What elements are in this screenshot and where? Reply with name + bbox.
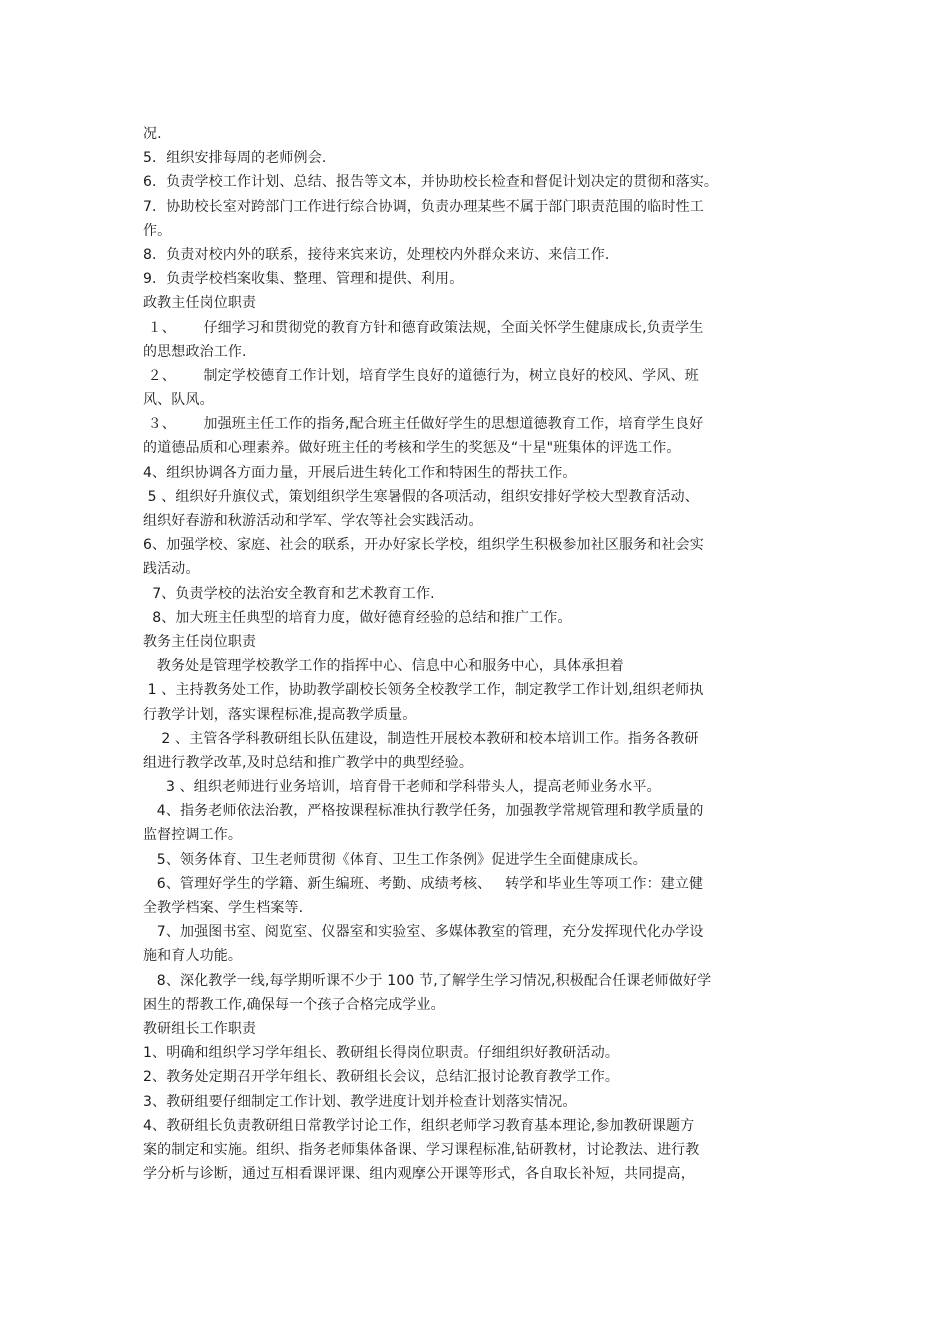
- section-heading: 政教主任岗位职责: [143, 295, 257, 312]
- text-line: 4、组织协调各方面力量，开展后进生转化工作和特困生的帮扶工作。: [143, 464, 577, 481]
- text-line: 践活动。: [143, 561, 200, 578]
- text-line: 8．负责对校内外的联系，接待来宾来访，处理校内外群众来访、来信工作.: [143, 246, 610, 263]
- text-line: 4、指务老师依法治教，严格按课程标准执行教学任务，加强教学常规管理和教学质量的: [143, 803, 704, 820]
- text-line: 6、加强学校、家庭、社会的联系，开办好家长学校，组织学生积极参加社区服务和社会实: [143, 537, 704, 554]
- text-line: 6．负责学校工作计划、总结、报告等文本，并协助校长检查和督促计划决定的贯彻和落实。: [143, 174, 719, 191]
- text-line: 监督控调工作。: [143, 827, 243, 844]
- text-line: 5 、组织好升旗仪式，策划组织学生寒暑假的各项活动，组织安排好学校大型教育活动、: [143, 488, 699, 505]
- text-line: 5．组织安排每周的老师例会.: [143, 150, 327, 167]
- section-heading: 教务主任岗位职责: [143, 633, 257, 650]
- text-line: 全教学档案、学生档案等.: [143, 900, 304, 916]
- text-line: ３、 加强班主任工作的指务,配合班主任做好学生的思想道德教育工作，培育学生良好: [143, 416, 704, 433]
- text-line: 困生的帮教工作,确保每一个孩子合格完成学业。: [143, 996, 445, 1013]
- text-line: 7、加强图书室、阅览室、仪器室和实验室、多媒体教室的管理，充分发挥现代化办学设: [143, 924, 704, 941]
- text-line: ２、 制定学校德育工作计划，培育学生良好的道德行为，树立良好的校风、学风、班: [143, 367, 699, 384]
- text-line: 5、领务体育、卫生老师贯彻《体育、卫生工作条例》促进学生全面健康成长。: [143, 851, 647, 868]
- text-line: 况.: [143, 126, 162, 142]
- text-line: 组织好春游和秋游活动和学军、学农等社会实践活动。: [143, 513, 483, 529]
- text-line: 8、深化教学一线,每学期听课不少于 100 节,了解学生学习情况,积极配合任课老师做好学: [143, 972, 712, 989]
- text-line: 作。: [143, 222, 172, 239]
- text-line: 学分析与诊断，通过互相看课评课、组内观摩公开课等形式，各自取长补短，共同提高，: [143, 1166, 695, 1183]
- text-line: 6、管理好学生的学籍、新生编班、考勤、成绩考核、 转学和毕业生等项工作：建立健: [143, 875, 704, 892]
- text-line: 3、教研组要仔细制定工作计划、教学进度计划并检查计划落实情况。: [143, 1093, 577, 1110]
- text-line: 3 、组织老师进行业务培训，培育骨干老师和学科带头人，提高老师业务水平。: [143, 779, 661, 796]
- text-line: 施和育人功能。: [143, 948, 243, 965]
- text-line: 组进行教学改革,及时总结和推广教学中的典型经验。: [143, 754, 474, 771]
- text-line: 2 、主管各学科教研组长队伍建设，制造性开展校本教研和校本培训工作。指务各教研: [143, 730, 699, 747]
- document-body: [143, 122, 823, 1186]
- text-line: 1 、主持教务处工作，协助教学副校长领务全校教学工作，制定教学工作计划,组织老师执: [143, 682, 704, 699]
- text-line: 9．负责学校档案收集、整理、管理和提供、利用。: [143, 271, 464, 288]
- text-line: 2、教务处定期召开学年组长、教研组长会议，总结汇报讨论教育教学工作。: [143, 1069, 620, 1086]
- text-line: 4、教研组长负责教研组日常教学讨论工作，组织老师学习教育基本理论,参加教研课题方: [143, 1117, 695, 1134]
- text-line: 7．协助校长室对跨部门工作进行综合协调，负责办理某些不属于部门职责范围的临时性工: [143, 198, 704, 215]
- text-line: 8、加大班主任典型的培育力度，做好德育经验的总结和推广工作。: [143, 609, 572, 626]
- text-line: １、 仔细学习和贯彻党的教育方针和德育政策法规，全面关怀学生健康成长,负责学生: [143, 319, 704, 336]
- text-line: 案的制定和实施。组织、指务老师集体备课、学习课程标准,钻研教材，讨论教法、进行教: [143, 1141, 700, 1158]
- text-line: 行教学计划，落实课程标准,提高教学质量。: [143, 706, 417, 723]
- section-heading: 教研组长工作职责: [143, 1020, 257, 1037]
- text-line: 的道德品质和心理素养。做好班主任的考核和学生的奖惩及“十星"班集体的评选工作。: [143, 440, 681, 457]
- text-line: 1、明确和组织学习学年组长、教研组长得岗位职责。仔细组织好教研活动。: [143, 1045, 620, 1062]
- text-line: 教务处是管理学校教学工作的指挥中心、信息中心和服务中心，具体承担着: [143, 658, 624, 675]
- text-line: 风、队风。: [143, 392, 214, 409]
- text-line: 7、负责学校的法治安全教育和艺术教育工作.: [143, 585, 435, 602]
- text-line: 的思想政治工作.: [143, 343, 247, 360]
